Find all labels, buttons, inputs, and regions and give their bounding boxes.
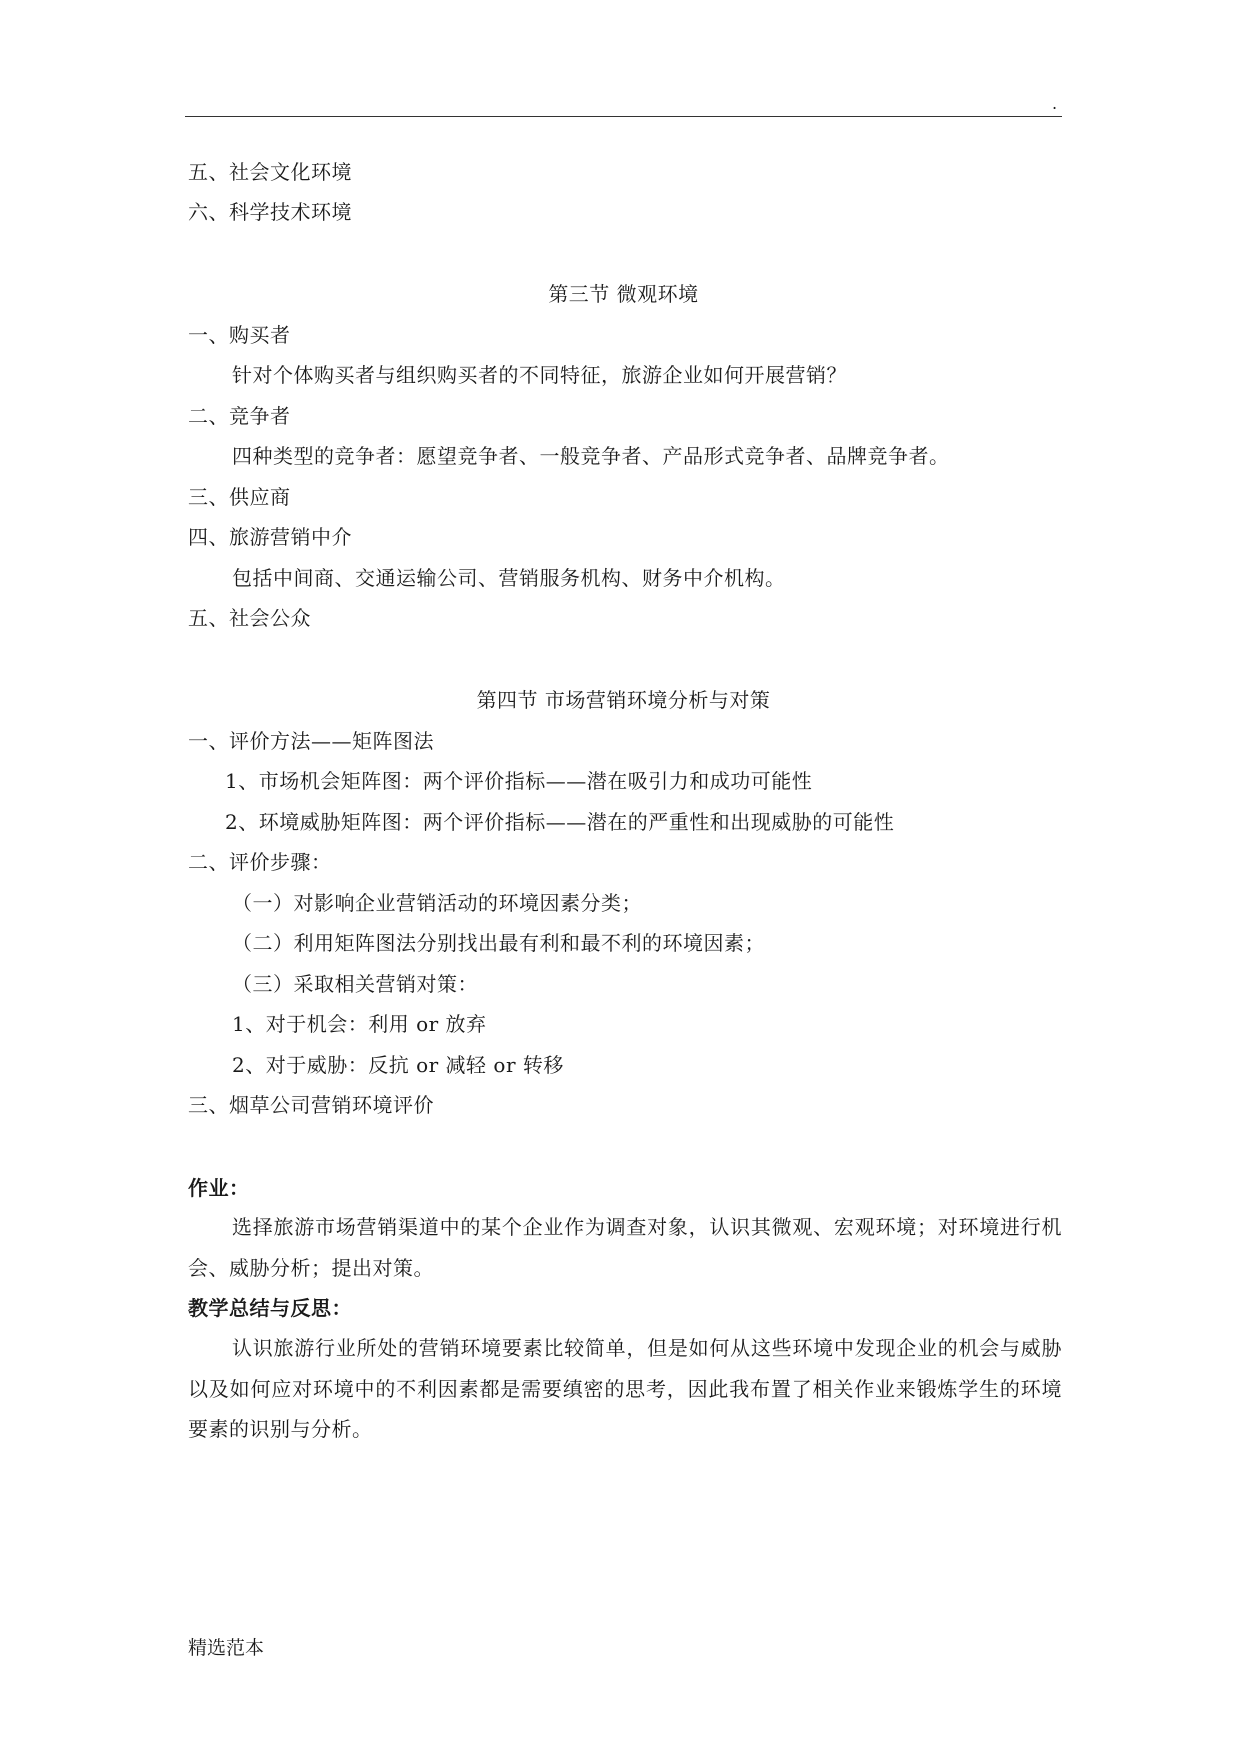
heading-steps: 二、评价步骤： xyxy=(188,850,332,874)
step-one: （一）对影响企业营销活动的环境因素分类； xyxy=(232,891,642,915)
header-rule xyxy=(185,116,1062,117)
section-title-micro: 第三节 微观环境 xyxy=(548,282,699,306)
text-intermediaries: 包括中间商、交通运输公司、营销服务机构、财务中介机构。 xyxy=(232,566,786,590)
header-mark: . xyxy=(1052,94,1058,113)
text-opportunity-matrix: 1、市场机会矩阵图：两个评价指标——潜在吸引力和成功可能性 xyxy=(225,769,813,793)
homework-text: 选择旅游市场营销渠道中的某个企业作为调查对象，认识其微观、宏观环境；对环境进行机会、威胁分析；提出对策。 xyxy=(188,1215,1062,1280)
heading-intermediaries: 四、旅游营销中介 xyxy=(188,525,352,549)
heading-competitors: 二、竞争者 xyxy=(188,404,291,428)
heading-suppliers: 三、供应商 xyxy=(188,485,291,509)
step-opportunity: 1、对于机会：利用 or 放弃 xyxy=(232,1012,487,1036)
step-two: （二）利用矩阵图法分别找出最有利和最不利的环境因素； xyxy=(232,931,765,955)
section-title-analysis: 第四节 市场营销环境分析与对策 xyxy=(476,688,771,712)
summary-title: 教学总结与反思： xyxy=(188,1296,352,1320)
homework-title: 作业： xyxy=(188,1176,250,1200)
step-threat: 2、对于威胁：反抗 or 减轻 or 转移 xyxy=(232,1053,564,1077)
text-competitors: 四种类型的竞争者：愿望竞争者、一般竞争者、产品形式竞争者、品牌竞争者。 xyxy=(232,444,950,468)
heading-buyers: 一、购买者 xyxy=(188,323,291,347)
text-threat-matrix: 2、环境威胁矩阵图：两个评价指标——潜在的严重性和出现威胁的可能性 xyxy=(225,810,895,834)
footer-text: 精选范本 xyxy=(188,1637,265,1659)
text-buyers: 针对个体购买者与组织购买者的不同特征，旅游企业如何开展营销？ xyxy=(232,363,847,387)
heading-method: 一、评价方法——矩阵图法 xyxy=(188,729,434,753)
heading-social-culture: 五、社会文化环境 xyxy=(188,160,352,184)
step-three: （三）采取相关营销对策： xyxy=(232,972,478,996)
summary-text: 认识旅游行业所处的营销环境要素比较简单，但是如何从这些环境中发现企业的机会与威胁以及如何应对环境中的不利因素都是需要缜密的思考，因此我布置了相关作业来锻炼学生的环境要素的识别与分析。 xyxy=(188,1336,1062,1441)
heading-public: 五、社会公众 xyxy=(188,606,311,630)
heading-science-tech: 六、科学技术环境 xyxy=(188,200,352,224)
heading-tobacco: 三、烟草公司营销环境评价 xyxy=(188,1093,434,1117)
